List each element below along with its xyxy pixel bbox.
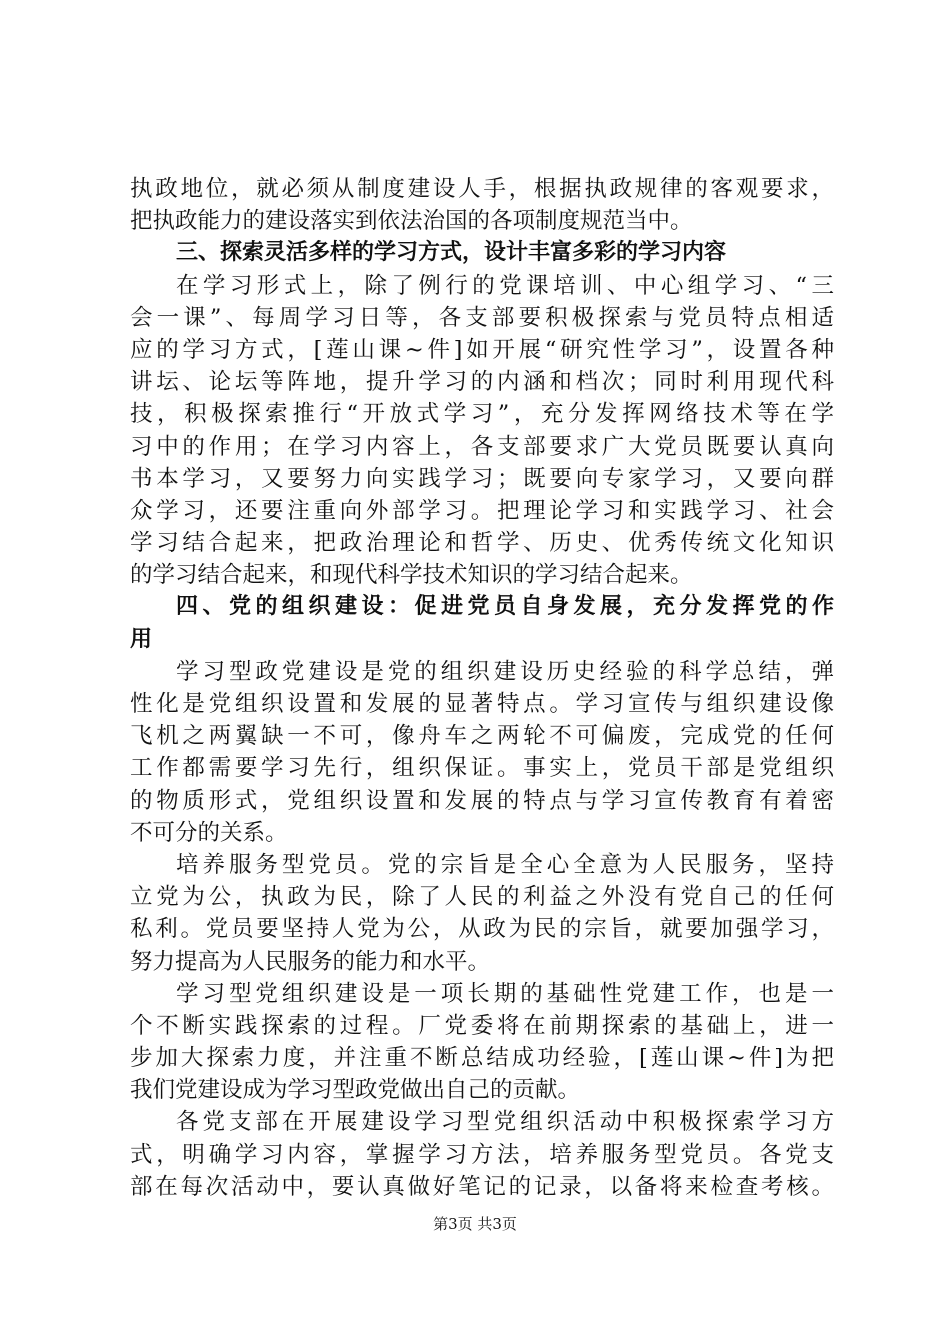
body-line: 习中的作用；在学习内容上，各支部要求广大党员既要认真向 [130, 433, 834, 460]
body-line: 性化是党组织设置和发展的显著特点。学习宣传与组织建设像 [130, 691, 834, 717]
body-line: 会一课”、每周学习日等，各支部要积极探索与党员特点相适 [130, 304, 834, 331]
section-heading: 用 [130, 626, 153, 652]
body-line: 不可分的关系。 [130, 819, 288, 846]
body-line: 我们党建设成为学习型政党做出自己的贡献。 [130, 1077, 581, 1104]
body-line: 私利。党员要坚持人党为公，从政为民的宗旨，就要加强学习， [130, 916, 834, 943]
body-line: 技，积极探索推行“开放式学习”，充分发挥网络技术等在学 [130, 401, 834, 428]
body-line: 立党为公，执政为民，除了人民的利益之外没有党自己的任何 [130, 884, 834, 911]
body-line: 执政地位，就必须从制度建设人手，根据执政规律的客观要求， [130, 176, 834, 202]
body-line: 培养服务型党员。党的宗旨是全心全意为人民服务，坚持 [176, 851, 834, 878]
body-line: 的物质形式，党组织设置和发展的特点与学习宣传教育有着密 [130, 787, 834, 814]
body-line: 各党支部在开展建设学习型党组织活动中积极探索学习方 [176, 1109, 834, 1136]
page-footer: 第3页 共3页 [433, 1215, 517, 1233]
section-heading: 四、党的组织建设：促进党员自身发展，充分发挥党的作 [176, 594, 834, 620]
body-line: 把执政能力的建设落实到依法治国的各项制度规范当中。 [130, 208, 693, 235]
body-line: 众学习，还要注重向外部学习。把理论学习和实践学习、社会 [130, 497, 834, 524]
section-heading: 三、探索灵活多样的学习方式，设计丰富多彩的学习内容 [176, 240, 727, 266]
body-line: 学习型党组织建设是一项长期的基础性党建工作，也是一 [176, 980, 834, 1007]
body-line: 应的学习方式，[莲山课~件]如开展“研究性学习”，设置各种 [130, 336, 834, 363]
body-line: 努力提高为人民服务的能力和水平。 [130, 948, 491, 975]
body-line: 式，明确学习内容，掌握学习方法，培养服务型党员。各党支 [130, 1141, 834, 1168]
body-line: 学习结合起来，把政治理论和哲学、历史、优秀传统文化知识 [130, 530, 834, 557]
body-line: 的学习结合起来，和现代科学技术知识的学习结合起来。 [130, 562, 693, 589]
body-line: 个不断实践探索的过程。厂党委将在前期探索的基础上，进一 [130, 1012, 834, 1039]
body-line: 工作都需要学习先行，组织保证。事实上，党员干部是党组织 [130, 755, 834, 782]
body-line: 步加大探索力度，并注重不断总结成功经验，[莲山课~件]为把 [130, 1045, 834, 1072]
body-line: 学习型政党建设是党的组织建设历史经验的科学总结，弹 [176, 658, 834, 685]
body-line: 在学习形式上，除了例行的党课培训、中心组学习、“三 [176, 272, 834, 299]
body-line: 飞机之两翼缺一不可，像舟车之两轮不可偏废，完成党的任何 [130, 723, 834, 750]
body-line: 书本学习，又要努力向实践学习；既要向专家学习，又要向群 [130, 465, 834, 492]
body-line: 讲坛、论坛等阵地，提升学习的内涵和档次；同时利用现代科 [130, 369, 834, 396]
body-line: 部在每次活动中，要认真做好笔记的记录，以备将来检查考核。 [130, 1173, 834, 1200]
document-body [130, 173, 834, 1203]
